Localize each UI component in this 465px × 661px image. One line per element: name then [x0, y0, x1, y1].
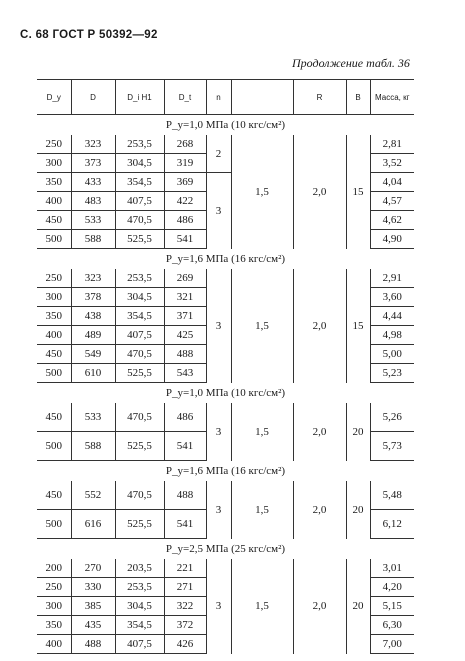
col-header-di: D_i H1 — [115, 80, 164, 115]
cell-dy: 450 — [37, 211, 71, 230]
cell-dt: 269 — [164, 269, 206, 288]
cell-n: 3 — [206, 481, 231, 539]
cell-d: 385 — [71, 597, 115, 616]
cell-dy: 300 — [37, 597, 71, 616]
cell-di: 407,5 — [115, 326, 164, 345]
section-title: P_y=1,6 МПа (16 кгс/см²) — [165, 465, 286, 477]
cell-di: 354,5 — [115, 616, 164, 635]
cell-di: 304,5 — [115, 597, 164, 616]
cell-d: 489 — [71, 326, 115, 345]
col-header-r: R — [293, 80, 346, 115]
cell-mass: 4,62 — [370, 211, 414, 230]
cell-dy: 400 — [37, 635, 71, 654]
cell-mass: 5,48 — [370, 481, 414, 510]
cell-mass: 4,90 — [370, 230, 414, 249]
section-title-row — [37, 249, 414, 270]
cell-col6: 1,5 — [231, 403, 293, 461]
cell-mass: 7,00 — [370, 635, 414, 654]
cell-di: 203,5 — [115, 559, 164, 578]
table-row — [37, 403, 414, 432]
table-header-row — [37, 80, 414, 115]
cell-d: 433 — [71, 173, 115, 192]
cell-di: 525,5 — [115, 432, 164, 461]
cell-b: 20 — [346, 403, 370, 461]
col-header-dt: D_t — [164, 80, 206, 115]
cell-di: 354,5 — [115, 307, 164, 326]
cell-dt: 322 — [164, 597, 206, 616]
col-header-mass: Масса, кг — [370, 80, 414, 115]
cell-d: 588 — [71, 432, 115, 461]
cell-n: 3 — [206, 269, 231, 383]
cell-dy: 350 — [37, 173, 71, 192]
col-header-dy: D_y — [37, 80, 71, 115]
cell-b: 20 — [346, 559, 370, 654]
cell-dt: 271 — [164, 578, 206, 597]
col-header-b: B — [346, 80, 370, 115]
cell-mass: 2,81 — [370, 135, 414, 154]
cell-mass: 4,57 — [370, 192, 414, 211]
cell-mass: 5,26 — [370, 403, 414, 432]
cell-di: 470,5 — [115, 481, 164, 510]
cell-dy: 450 — [37, 403, 71, 432]
cell-d: 588 — [71, 230, 115, 249]
cell-mass: 3,60 — [370, 288, 414, 307]
cell-di: 525,5 — [115, 510, 164, 539]
cell-dt: 372 — [164, 616, 206, 635]
cell-di: 354,5 — [115, 173, 164, 192]
cell-dt: 486 — [164, 403, 206, 432]
cell-dy: 500 — [37, 230, 71, 249]
cell-dt: 268 — [164, 135, 206, 154]
cell-dy: 300 — [37, 154, 71, 173]
cell-dy: 500 — [37, 432, 71, 461]
cell-dt: 541 — [164, 432, 206, 461]
cell-mass: 3,52 — [370, 154, 414, 173]
section-title: P_y=2,5 МПа (25 кгс/см²) — [165, 543, 286, 555]
section-title: P_y=1,6 МПа (16 кгс/см²) — [165, 253, 286, 265]
cell-dt: 321 — [164, 288, 206, 307]
cell-dy: 250 — [37, 269, 71, 288]
table-continuation-caption: Продолжение табл. 36 — [292, 56, 410, 70]
cell-d: 323 — [71, 269, 115, 288]
cell-d: 438 — [71, 307, 115, 326]
cell-d: 323 — [71, 135, 115, 154]
cell-r: 2,0 — [293, 269, 346, 383]
cell-mass: 5,00 — [370, 345, 414, 364]
section-title-row — [37, 383, 414, 404]
table-row — [37, 135, 414, 154]
cell-dt: 369 — [164, 173, 206, 192]
cell-r: 2,0 — [293, 481, 346, 539]
cell-dy: 450 — [37, 345, 71, 364]
section-title-row — [37, 115, 414, 136]
section-title-row — [37, 461, 414, 482]
cell-n: 3 — [206, 403, 231, 461]
cell-b: 20 — [346, 481, 370, 539]
cell-d: 435 — [71, 616, 115, 635]
cell-di: 470,5 — [115, 345, 164, 364]
cell-d: 488 — [71, 635, 115, 654]
cell-dt: 486 — [164, 211, 206, 230]
cell-dt: 488 — [164, 481, 206, 510]
cell-di: 470,5 — [115, 211, 164, 230]
cell-di: 407,5 — [115, 192, 164, 211]
table-row — [37, 481, 414, 510]
cell-d: 549 — [71, 345, 115, 364]
cell-mass: 5,73 — [370, 432, 414, 461]
cell-n: 3 — [206, 173, 231, 249]
cell-mass: 4,98 — [370, 326, 414, 345]
cell-dt: 488 — [164, 345, 206, 364]
col-header-n: n — [206, 80, 231, 115]
cell-d: 533 — [71, 403, 115, 432]
cell-mass: 6,12 — [370, 510, 414, 539]
cell-dt: 422 — [164, 192, 206, 211]
cell-mass: 4,20 — [370, 578, 414, 597]
cell-di: 525,5 — [115, 230, 164, 249]
cell-di: 253,5 — [115, 269, 164, 288]
cell-n: 2 — [206, 135, 231, 173]
cell-d: 330 — [71, 578, 115, 597]
cell-r: 2,0 — [293, 559, 346, 654]
cell-dy: 400 — [37, 326, 71, 345]
cell-dy: 350 — [37, 307, 71, 326]
cell-d: 378 — [71, 288, 115, 307]
cell-dy: 500 — [37, 364, 71, 383]
cell-r: 2,0 — [293, 403, 346, 461]
cell-dt: 371 — [164, 307, 206, 326]
cell-d: 533 — [71, 211, 115, 230]
cell-mass: 4,44 — [370, 307, 414, 326]
cell-n: 3 — [206, 559, 231, 654]
section-title: P_y=1,0 МПа (10 кгс/см²) — [165, 387, 286, 399]
section-title: P_y=1,0 МПа (10 кгс/см²) — [165, 119, 286, 131]
cell-di: 525,5 — [115, 364, 164, 383]
cell-dy: 200 — [37, 559, 71, 578]
col-header-blank — [231, 80, 293, 115]
cell-mass: 5,15 — [370, 597, 414, 616]
cell-di: 470,5 — [115, 403, 164, 432]
cell-d: 373 — [71, 154, 115, 173]
cell-mass: 4,04 — [370, 173, 414, 192]
table-row — [37, 269, 414, 288]
cell-b: 15 — [346, 269, 370, 383]
cell-dy: 250 — [37, 135, 71, 154]
section-title-row — [37, 539, 414, 560]
cell-dt: 426 — [164, 635, 206, 654]
col-header-d: D — [71, 80, 115, 115]
cell-d: 610 — [71, 364, 115, 383]
cell-dt: 541 — [164, 510, 206, 539]
cell-dy: 450 — [37, 481, 71, 510]
cell-d: 483 — [71, 192, 115, 211]
cell-dy: 250 — [37, 578, 71, 597]
cell-di: 253,5 — [115, 578, 164, 597]
cell-d: 616 — [71, 510, 115, 539]
cell-mass: 5,23 — [370, 364, 414, 383]
cell-dt: 541 — [164, 230, 206, 249]
cell-mass: 3,01 — [370, 559, 414, 578]
cell-dy: 500 — [37, 510, 71, 539]
cell-mass: 2,91 — [370, 269, 414, 288]
cell-dy: 350 — [37, 616, 71, 635]
cell-dt: 221 — [164, 559, 206, 578]
cell-dt: 425 — [164, 326, 206, 345]
cell-dy: 400 — [37, 192, 71, 211]
cell-di: 304,5 — [115, 288, 164, 307]
cell-di: 253,5 — [115, 135, 164, 154]
cell-col6: 1,5 — [231, 135, 293, 249]
cell-r: 2,0 — [293, 135, 346, 249]
cell-col6: 1,5 — [231, 559, 293, 654]
cell-dt: 543 — [164, 364, 206, 383]
cell-dt: 319 — [164, 154, 206, 173]
dimensions-table — [37, 79, 414, 654]
cell-di: 304,5 — [115, 154, 164, 173]
cell-col6: 1,5 — [231, 269, 293, 383]
cell-d: 270 — [71, 559, 115, 578]
cell-mass: 6,30 — [370, 616, 414, 635]
cell-d: 552 — [71, 481, 115, 510]
cell-b: 15 — [346, 135, 370, 249]
page-header: С. 68 ГОСТ Р 50392—92 — [20, 29, 158, 41]
cell-dy: 300 — [37, 288, 71, 307]
cell-di: 407,5 — [115, 635, 164, 654]
table-row — [37, 559, 414, 578]
cell-col6: 1,5 — [231, 481, 293, 539]
